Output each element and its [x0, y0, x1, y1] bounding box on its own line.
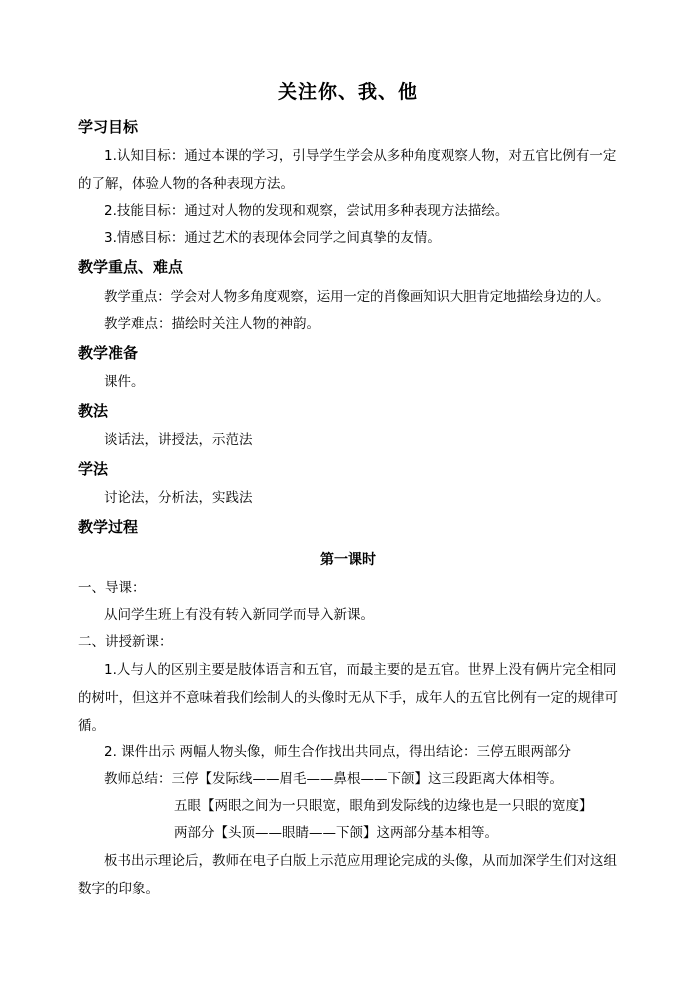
summary-five-eyes: 五眼【两眼之间为一只眼宽，眼角到发际线的边缘也是一只眼的宽度】	[174, 798, 593, 814]
paragraph-demo: 板书出示理论后，教师在电子白版上示范应用理论完成的头像，从而加深学生们对这组数字的印象。	[78, 853, 617, 897]
heading-learning: 学法	[78, 460, 109, 478]
paragraph-features: 1.人与人的区别主要是肢体语言和五官，而最主要的是五官。世界上没有俩片完全相同的树叶，但这并不意味着我们绘制人的头像时无从下手，成年人的五官比例有一定的规律可循。	[78, 662, 618, 734]
summary-two-parts: 两部分【头顶——眼睛——下颌】这两部分基本相等。	[174, 825, 498, 841]
part1-heading: 一、导课：	[78, 580, 146, 596]
lesson-title: 第一课时	[320, 552, 376, 568]
summary-three-stops: 教师总结：三停【发际线——眉毛——鼻根——下颌】这三段距离大体相等。	[104, 771, 563, 787]
heading-goals: 学习目标	[78, 118, 139, 136]
difficult-point: 教学难点：描绘时关注人物的神韵。	[104, 316, 320, 332]
method-text: 谈话法，讲授法，示范法	[104, 432, 253, 448]
heading-method: 教法	[78, 402, 109, 420]
prep-text: 课件。	[104, 374, 145, 390]
goal-skill: 2.技能目标：通过对人物的发现和观察，尝试用多种表现方法描绘。	[104, 203, 509, 219]
heading-prep: 教学准备	[78, 344, 139, 362]
key-point: 教学重点：学会对人物多角度观察，运用一定的肖像画知识大胆肯定地描绘身边的人。	[104, 289, 610, 305]
goal-cognitive: 1.认知目标：通过本课的学习，引导学生学会从多种角度观察人物，对五官比例有一定的了解，体验人物的各种表现方法。	[78, 148, 617, 192]
goal-emotion: 3.情感目标：通过艺术的表现体会同学之间真挚的友情。	[104, 230, 441, 246]
document-title: 关注你、我、他	[277, 81, 418, 103]
part2-heading: 二、讲授新课：	[78, 634, 173, 650]
part1-text: 从问学生班上有没有转入新同学而导入新课。	[104, 607, 374, 623]
learning-text: 讨论法，分析法，实践法	[104, 490, 253, 506]
heading-keypoints: 教学重点、难点	[78, 258, 184, 276]
heading-process: 教学过程	[78, 518, 139, 536]
paragraph-courseware: 2. 课件出示 两幅人物头像，师生合作找出共同点，得出结论：三停五眼两部分	[104, 744, 571, 760]
